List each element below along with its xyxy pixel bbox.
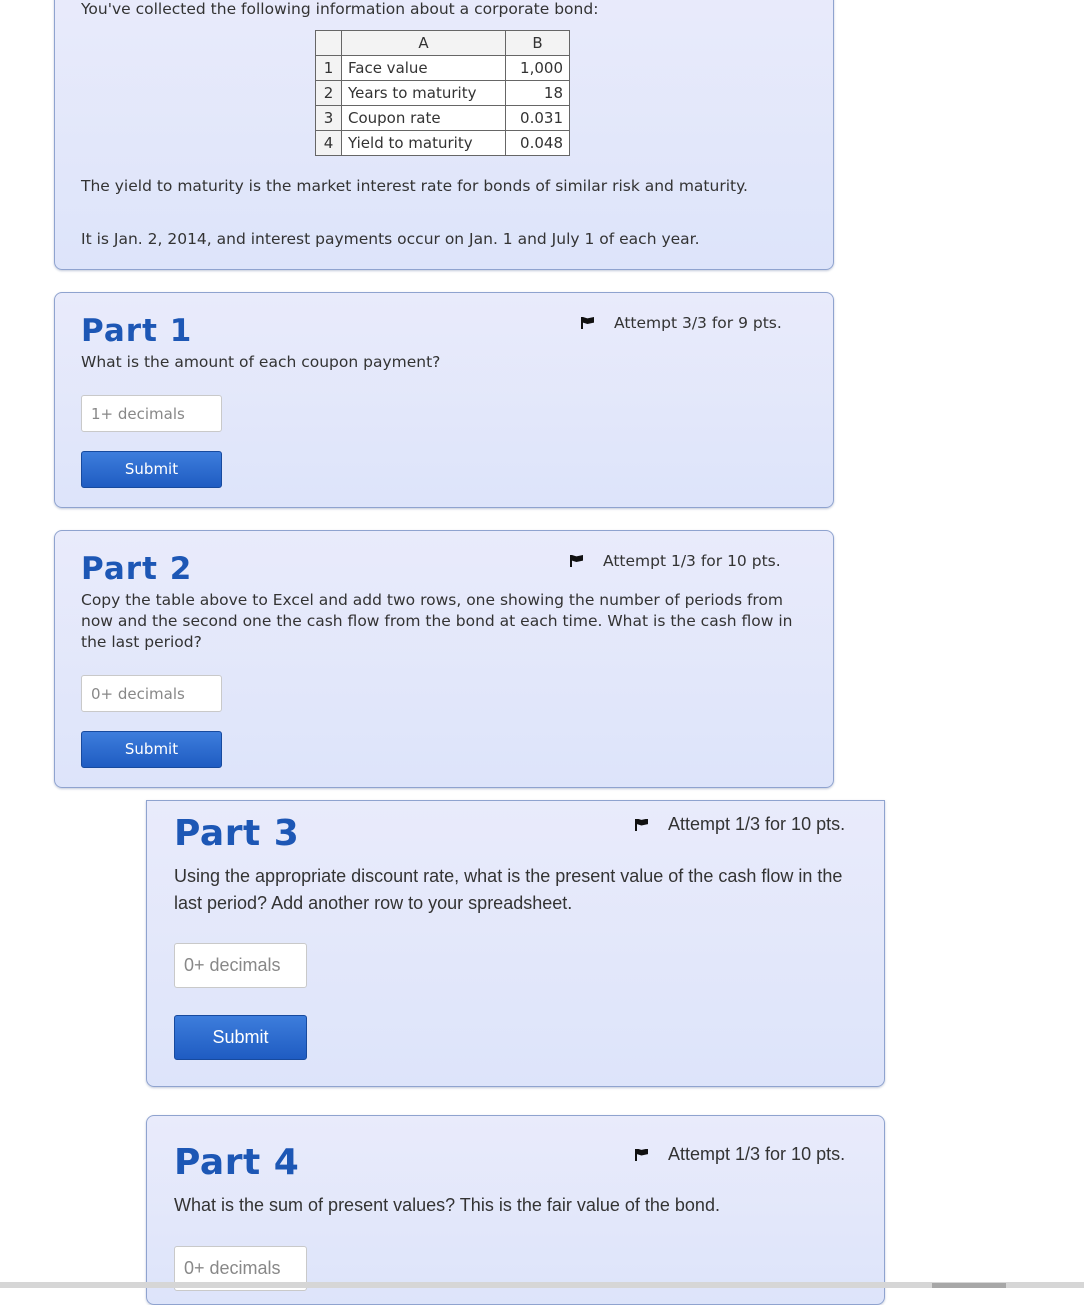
table-row (316, 81, 570, 106)
attempt-text: Attempt 1/3 for 10 pts. (603, 552, 781, 570)
attempt-info (635, 1144, 845, 1165)
coupon-rate-label: Coupon rate (342, 106, 506, 131)
yield-to-maturity-value: 0.048 (506, 131, 570, 156)
years-to-maturity-value: 18 (506, 81, 570, 106)
part-title: Part 1 (81, 313, 193, 349)
attempt-text: Attempt 1/3 for 10 pts. (668, 1144, 846, 1164)
column-header-a: A (342, 31, 506, 56)
row-number: 2 (316, 81, 342, 106)
table-row (316, 56, 570, 81)
answer-input[interactable] (174, 943, 307, 988)
question-text: Copy the table above to Excel and add two rows, one showing the number of periods from now and the second one the cash flow from the bond at each time. What is the cash flow in the last period? (81, 591, 793, 651)
attempt-text: Attempt 3/3 for 9 pts. (614, 314, 782, 332)
intro-paragraph-date: It is Jan. 2, 2014, and interest payments occur on Jan. 1 and July 1 of each year. (81, 230, 700, 248)
flag-icon[interactable] (635, 1149, 648, 1161)
answer-input[interactable] (81, 395, 222, 432)
flag-icon[interactable] (635, 819, 648, 831)
row-number: 4 (316, 131, 342, 156)
part-3-card (146, 800, 885, 1087)
table-row (316, 106, 570, 131)
submit-button[interactable]: Submit (81, 731, 222, 768)
row-number: 1 (316, 56, 342, 81)
bond-info-table (315, 30, 570, 156)
part-title: Part 2 (81, 551, 193, 587)
coupon-rate-value: 0.031 (506, 106, 570, 131)
intro-heading: You've collected the following information about a corporate bond: (81, 0, 599, 18)
table-row (316, 131, 570, 156)
face-value-label: Face value (342, 56, 506, 81)
question-text: What is the amount of each coupon payment? (81, 353, 441, 371)
table-corner-cell (316, 31, 342, 56)
part-title: Part 3 (174, 813, 300, 854)
attempt-text: Attempt 1/3 for 10 pts. (668, 814, 846, 834)
part-2-card (54, 530, 834, 788)
submit-button[interactable]: Submit (81, 451, 222, 488)
question-text: Using the appropriate discount rate, what is the present value of the cash flow in the last period? Add another row to your spreadsheet. (174, 866, 843, 913)
scrollbar-thumb[interactable] (932, 1283, 1006, 1288)
column-header-b: B (506, 31, 570, 56)
table-header-row (316, 31, 570, 56)
part-1-card (54, 292, 834, 508)
yield-to-maturity-label: Yield to maturity (342, 131, 506, 156)
face-value-value: 1,000 (506, 56, 570, 81)
years-to-maturity-label: Years to maturity (342, 81, 506, 106)
row-number: 3 (316, 106, 342, 131)
part-title: Part 4 (174, 1142, 300, 1183)
part-4-card (146, 1115, 885, 1305)
submit-button[interactable]: Submit (174, 1015, 307, 1060)
attempt-info (570, 552, 781, 570)
attempt-info (635, 814, 845, 835)
flag-icon[interactable] (570, 555, 583, 567)
intro-paragraph-ytm: The yield to maturity is the market interest rate for bonds of similar risk and maturity. (81, 177, 748, 195)
intro-card (54, 0, 834, 270)
question-text: What is the sum of present values? This is the fair value of the bond. (174, 1195, 720, 1215)
attempt-info (581, 314, 782, 332)
horizontal-scrollbar[interactable] (0, 1282, 1084, 1288)
answer-input[interactable] (81, 675, 222, 712)
flag-icon[interactable] (581, 317, 594, 329)
